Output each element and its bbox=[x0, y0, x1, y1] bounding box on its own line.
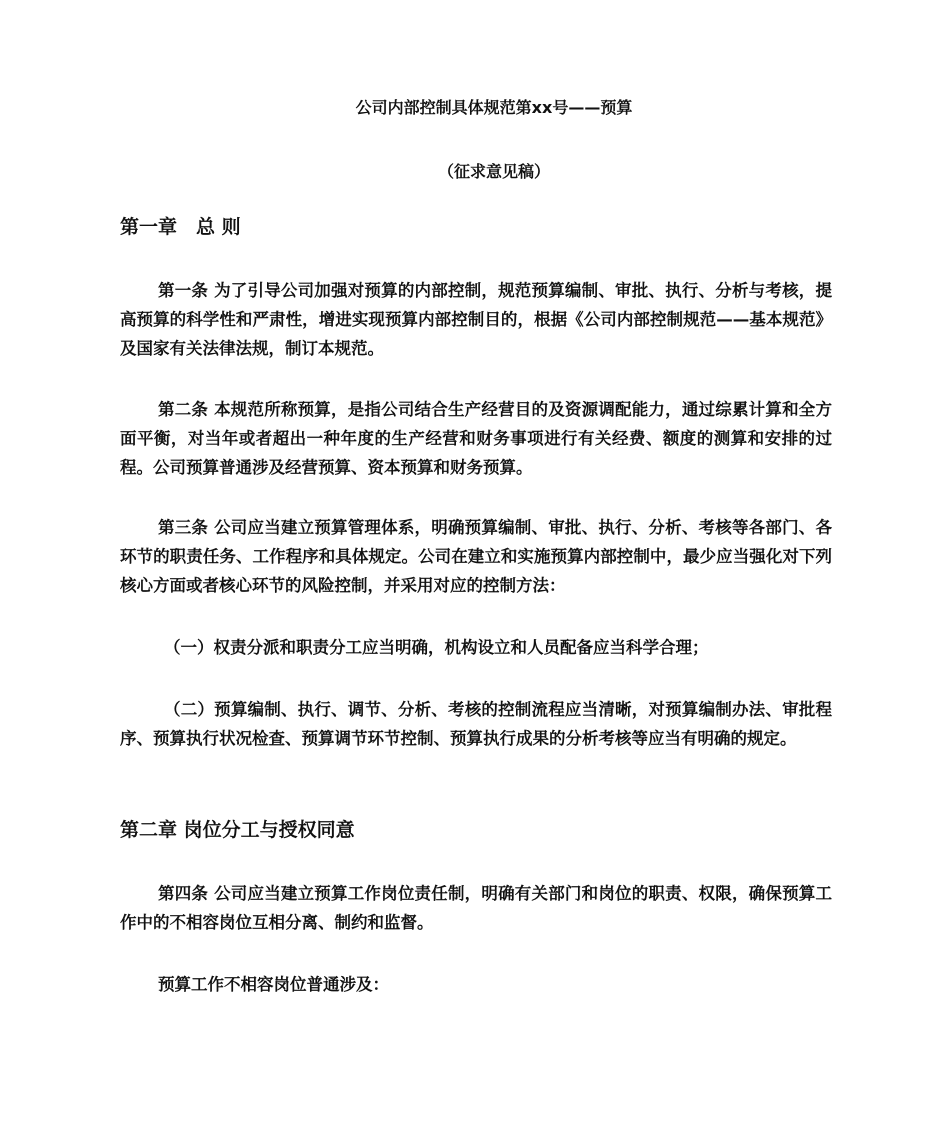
chapter-2-heading: 第二章 岗位分工与授权同意 bbox=[120, 819, 355, 841]
article-3: 第三条 公司应当建立预算管理体系，明确预算编制、审批、执行、分析、考核等各部门、各环节的职责任务、工作程序和具体规定。公司在建立和实施预算内部控制中，最少应当强化对下列核心方面或者核心环节的风险控制，并采用对应的控制方法： bbox=[120, 518, 832, 595]
incompatible-positions-intro: 预算工作不相容岗位普通涉及： bbox=[158, 975, 389, 994]
article-2: 第二条 本规范所称预算，是指公司结合生产经营目的及资源调配能力，通过综累计算和全方面平衡，对当年或者超出一种年度的生产经营和财务事项进行有关经费、额度的测算和安排的过程。公司预算普通涉及经营预算、资本预算和财务预算。 bbox=[120, 400, 832, 477]
chapter-1-heading: 第一章 总 则 bbox=[120, 216, 241, 238]
article-3-item-1: （一）权责分派和职责分工应当明确，机构设立和人员配备应当科学合理； bbox=[164, 638, 709, 657]
article-1: 第一条 为了引导公司加强对预算的内部控制，规范预算编制、审批、执行、分析与考核，提高预算的科学性和严肃性，增进实现预算内部控制目的，根据《公司内部控制规范——基本规范》及国家有关法律法规，制订本规范。 bbox=[120, 281, 832, 358]
article-3-item-2: （二）预算编制、执行、调节、分析、考核的控制流程应当清晰，对预算编制办法、审批程序、预算执行状况检查、预算调节环节控制、预算执行成果的分析考核等应当有明确的规定。 bbox=[120, 700, 832, 748]
document-subtitle: （征求意见稿） bbox=[437, 162, 550, 181]
article-4: 第四条 公司应当建立预算工作岗位责任制，明确有关部门和岗位的职责、权限，确保预算工作中的不相容岗位互相分离、制约和监督。 bbox=[120, 884, 832, 932]
document-title: 公司内部控制具体规范第xx号——预算 bbox=[355, 98, 633, 117]
